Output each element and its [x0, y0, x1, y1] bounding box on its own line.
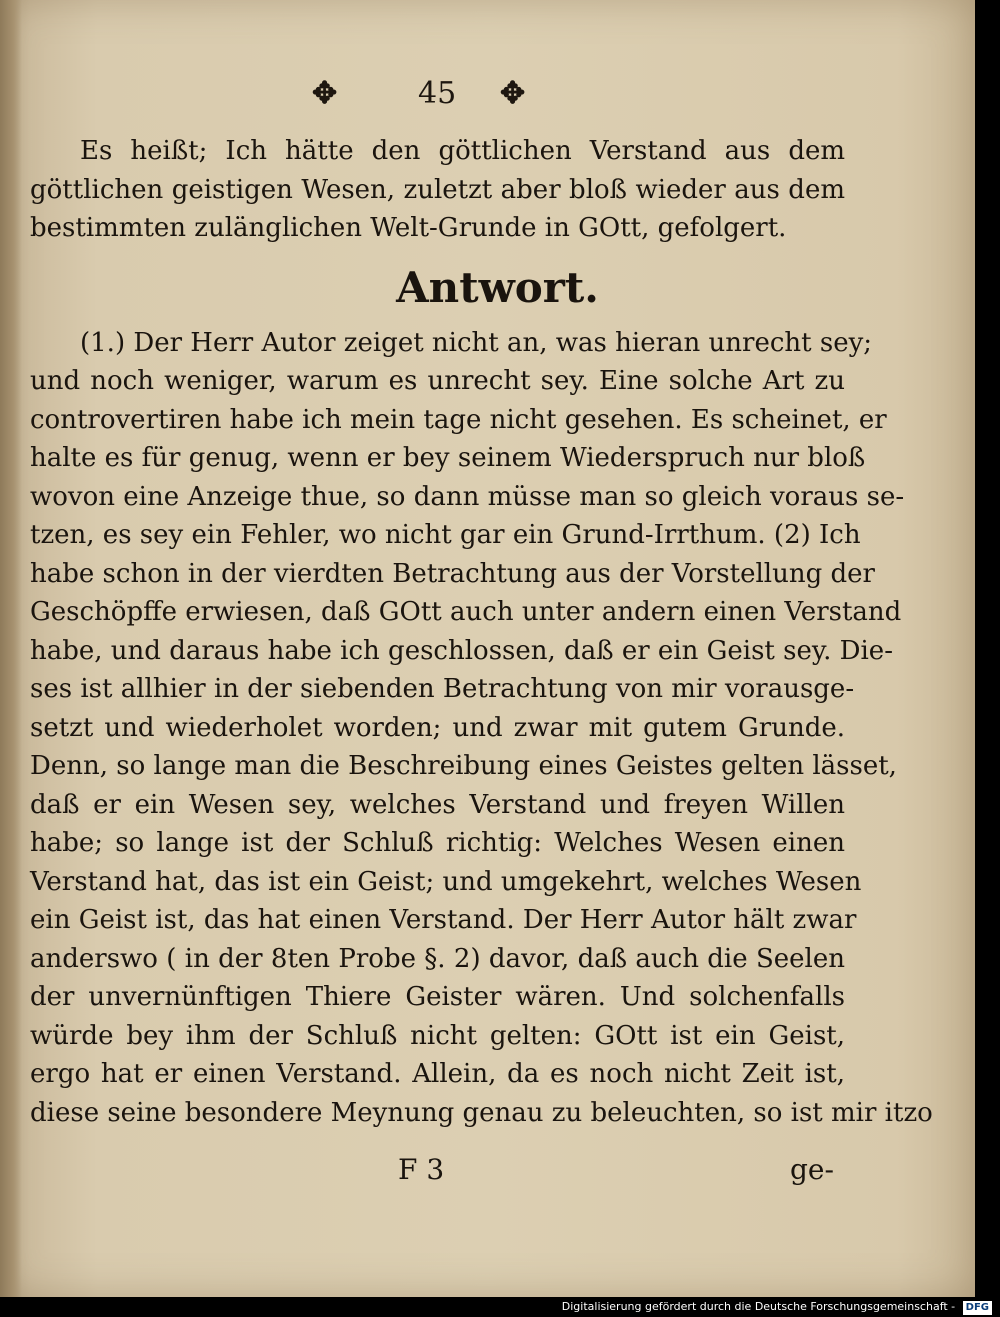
- text-line: setzt und wiederholet worden; und zwar mit gutem Grunde.: [30, 712, 845, 743]
- text-line: halte es für genug, wenn er bey seinem Wiederspruch nur bloß: [30, 443, 866, 473]
- text-line: bestimmten zulänglichen Welt-Grunde in GOtt, gefolgert.: [30, 213, 787, 243]
- text-line: Verstand hat, das ist ein Geist; und umgekehrt, welches Wesen: [30, 866, 862, 897]
- text-line: wovon eine Anzeige thue, so dann müsse man so gleich voraus se-: [30, 481, 905, 512]
- text-line: (1.) Der Herr Autor zeiget nicht an, was hieran unrecht sey;: [80, 327, 873, 358]
- text-line: Es heißt; Ich hätte den göttlichen Verstand aus dem: [80, 136, 845, 166]
- text-line: Denn, so lange man die Beschreibung eines Geistes gelten lässet,: [30, 751, 897, 781]
- digitization-credit: [562, 1299, 992, 1315]
- credit-text: Digitalisierung gefördert durch die Deutsche Forschungsgemeinschaft -: [561, 1300, 956, 1313]
- text-line: tzen, es sey ein Fehler, wo nicht gar ein Grund-Irrthum. (2) Ich: [30, 520, 861, 550]
- text-line: diese seine besondere Meynung genau zu beleuchten, so ist mir itzo: [30, 1097, 933, 1128]
- text-line: ein Geist ist, das hat einen Verstand. Der Herr Autor hält zwar: [30, 905, 857, 935]
- text-line: ses ist allhier in der siebenden Betrachtung von mir vorausge-: [30, 674, 855, 704]
- header-ornament-right-icon: ✥: [500, 76, 526, 111]
- text-line: der unvernünftigen Thiere Geister wären. Und solchenfalls: [30, 982, 845, 1012]
- text-line: anderswo ( in der 8ten Probe §. 2) davor, daß auch die Seelen: [30, 943, 845, 974]
- signature-mark: F 3: [398, 1153, 445, 1186]
- text-line: habe, und daraus habe ich geschlossen, daß er ein Geist sey. Die-: [30, 635, 893, 666]
- text-line: habe; so lange ist der Schluß richtig: Welches Wesen einen: [30, 828, 845, 858]
- text-line: göttlichen geistigen Wesen, zuletzt aber bloß wieder aus dem: [30, 174, 845, 205]
- page-spine-shadow: [0, 0, 22, 1297]
- text-line: Geschöpffe erwiesen, daß GOtt auch unter andern einen Verstand: [30, 597, 902, 627]
- text-line: würde bey ihm der Schluß nicht gelten: GOtt ist ein Geist,: [30, 1020, 845, 1051]
- text-line: controvertiren habe ich mein tage nicht gesehen. Es scheinet, er: [30, 404, 887, 435]
- page-text: [30, 132, 933, 1132]
- text-line: ergo hat er einen Verstand. Allein, da es noch nicht Zeit ist,: [30, 1059, 845, 1089]
- section-heading: Antwort.: [396, 262, 599, 312]
- page-footer: [0, 1150, 975, 1190]
- text-line: daß er ein Wesen sey, welches Verstand und freyen Willen: [30, 789, 845, 820]
- text-line: und noch weniger, warum es unrecht sey. Eine solche Art zu: [30, 366, 845, 396]
- dfg-logo-icon: DFG: [963, 1301, 992, 1315]
- text-line: habe schon in der vierdten Betrachtung aus der Vorstellung der: [30, 558, 875, 589]
- page-header: [0, 74, 975, 114]
- catchword: ge-: [790, 1153, 834, 1186]
- page-number: 45: [418, 76, 457, 111]
- header-ornament-left-icon: ✥: [312, 76, 338, 111]
